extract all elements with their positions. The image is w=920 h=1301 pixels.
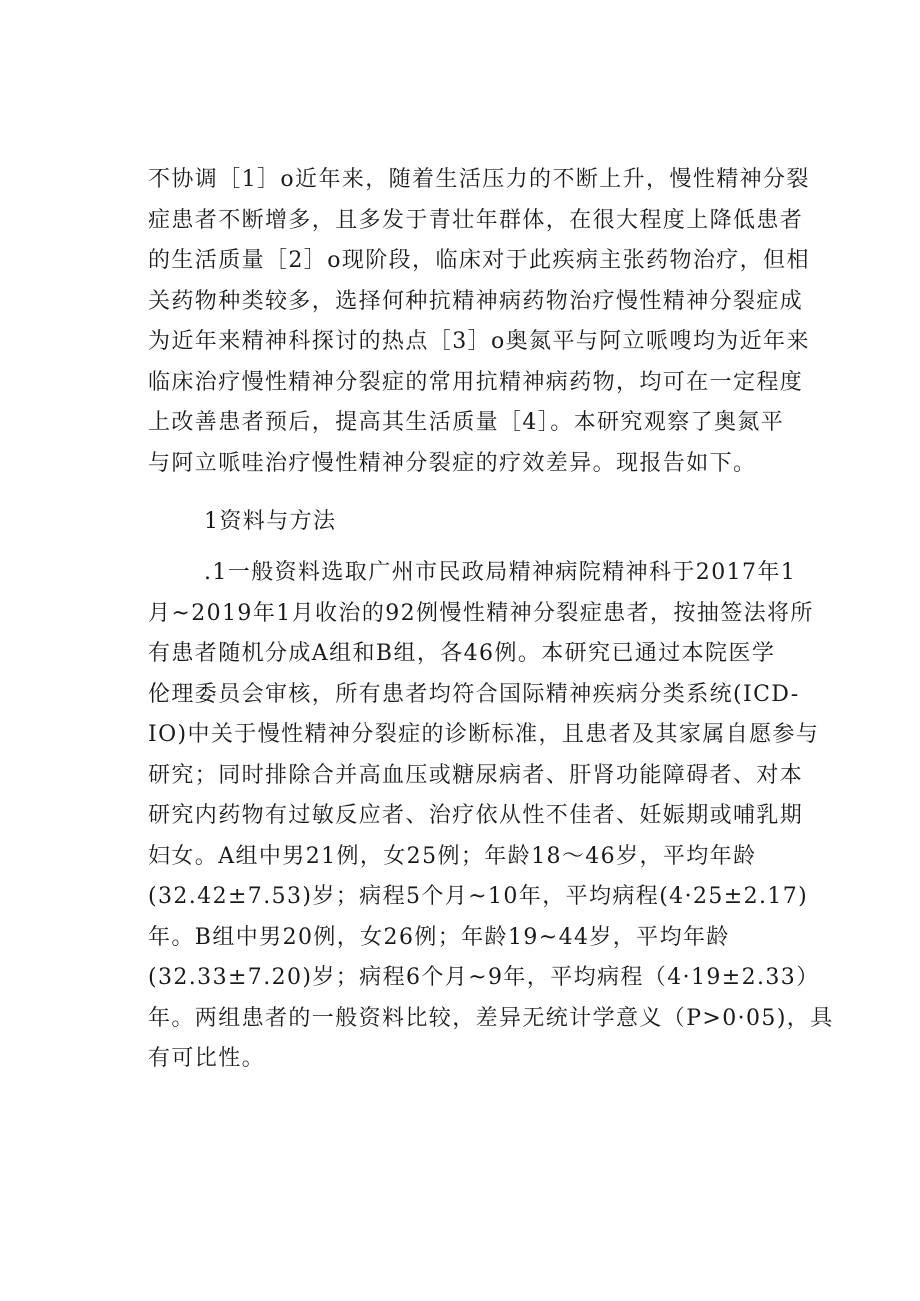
paragraph-line: 伦理委员会审核，所有患者均符合国际精神疾病分类系统(ICD-	[148, 681, 800, 707]
paragraph-line: IO)中关于慢性精神分裂症的诊断标准，且患者及其家属自愿参与	[148, 722, 820, 747]
paragraph-line: 有可比性。	[148, 1046, 266, 1071]
paragraph-line: 与阿立哌哇治疗慢性精神分裂症的疗效差异。现报告如下。	[148, 450, 757, 476]
paragraph-line: .1一般资料选取广州市民政局精神病院精神科于2017年1	[204, 560, 797, 585]
paragraph-line: (32.42±7.53)岁；病程5个月~10年，平均病程(4·25±2.17)	[148, 884, 809, 909]
paragraph-line: 妇女。A组中男21例，女25例；年龄18～46岁，平均年龄	[148, 843, 757, 869]
general-data-paragraph	[148, 553, 834, 1080]
paragraph-line: (32.33±7.20)岁；病程6个月~9年，平均病程（4·19±2.33）	[148, 965, 820, 990]
paragraph-line: 年。B组中男20例，女26例；年龄19~44岁，平均年龄	[148, 924, 730, 950]
paragraph-line: 研究；同时排除合并高血压或糖尿病者、肝肾功能障碍者、对本	[148, 762, 804, 788]
paragraph-line: 临床治疗慢性精神分裂症的常用抗精神病药物，均可在一定程度	[148, 369, 804, 395]
paragraph-line: 不协调［1］o近年来，随着生活压力的不断上升，慢性精神分裂	[148, 167, 810, 192]
paragraph-line: 月~2019年1月收治的92例慢性精神分裂症患者，按抽签法将所	[148, 600, 814, 626]
paragraph-line: 为近年来精神科探讨的热点［3］o奥氮平与阿立哌嗖均为近年来	[148, 329, 810, 354]
section-heading: 1资料与方法	[204, 509, 337, 534]
paragraph-line: 症患者不断增多，且多发于青壮年群体，在很大程度上降低患者	[148, 207, 804, 233]
intro-paragraph	[148, 160, 810, 484]
paragraph-line: 的生活质量［2］o现阶段，临床对于此疾病主张药物治疗，但相	[148, 248, 810, 273]
paragraph-line: 研究内药物有过敏反应者、治疗依从性不佳者、妊娠期或哺乳期	[148, 803, 804, 828]
paragraph-line: 关药物种类较多，选择何种抗精神病药物治疗慢性精神分裂症成	[148, 288, 804, 314]
paragraph-line: 有患者随机分成A组和B组，各46例。本研究已通过本院医学	[148, 641, 776, 666]
paragraph-line: 年。两组患者的一般资料比较，差异无统计学意义（P>0·05)，具	[148, 1005, 834, 1031]
paragraph-line: 上改善患者预后，提高其生活质量［4］。本研究观察了奥氮平	[148, 410, 785, 435]
